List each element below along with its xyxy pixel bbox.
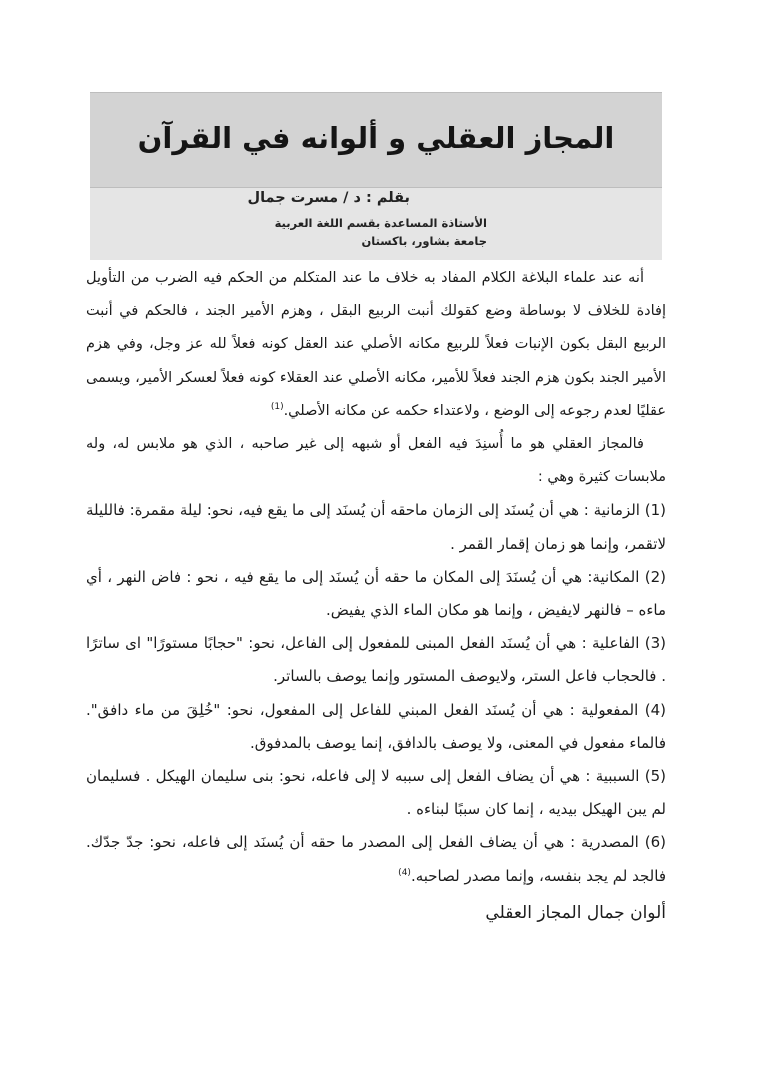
list-item <box>86 760 666 826</box>
title-banner <box>90 92 662 188</box>
list-item-text: (4) المفعولية : هي أن يُسنَد الفعل المبني للفاعل إلى المفعول، نحو: "خُلِقَ من ماء دافق". فالماء مفعول في المعنى، ولا يوصف بالدافق، إنما يوصف بالمدفوق. <box>86 700 666 752</box>
list-item <box>86 627 666 693</box>
list-item-text: (2) المكانية: هي أن يُسنَدَ إلى المكان ما حقه أن يُسنَد إلى ما يقع فيه ، نحو : فاض النهر ، أي ماءه – فالنهر لايفيض ، وإنما هو مكان الماء الذي يفيض. <box>86 567 666 620</box>
list-item-text: (6) المصدرية : هي أن يضاف الفعل إلى المصدر ما حقه أن يُسنَد إلى فاعله، نحو: جدّ جدّك. فالجد لم يجد بنفسه، وإنما مصدر لصاحبه. <box>86 833 666 885</box>
list-item <box>86 494 666 560</box>
paragraph: فالمجاز العقلي هو ما أُسنِدَ فيه الفعل أو شبهه إلى غير صاحبه ، الذي هو ملابس له، وله ملابسات كثيرة وهي : <box>86 436 666 486</box>
list-item <box>86 694 666 760</box>
paragraph-text: أنه عند علماء البلاغة الكلام المفاد به خلاف ما عند المتكلم من الحكم فيه الضرب من التأويل إفادة للخلاف لا بوساطة وضع كقولك أنبت الربيع البقل ، وهزم الأمير الجند ، فالحكم في أنبت الربيع البقل بكون الإنبات فعلاً للربيع مكانه الأصلي عند العقل كونه فعلاً لله عز وجل، وفي هزم الأمير الجند بكون هزم الجند فعلاً للأمير، مكانه الأصلي عند العقلاء كونه فعلاً لعسكر الأمير، ويسمى عقليًا لعدم رجوعه إلى الوضع ، ولاعتداء حكمه عن مكانه الأصلي. <box>86 270 666 419</box>
author-position: الأستاذة المساعدة بقسم اللغة العربية <box>274 216 487 230</box>
list-item-text: (1) الزمانية : هي أن يُسنَد إلى الزمان ماحقه أن يُسنَد إلى ما يقع فيه، نحو: ليلة مقمرة: فالليلة لاتقمر، وإنما هو زمان إقمار القمر . <box>86 501 666 553</box>
author-banner <box>90 188 662 260</box>
article-body <box>86 262 666 933</box>
footnote-marker: (4) <box>398 867 411 878</box>
paragraph <box>86 262 666 428</box>
list-item-text: (3) الفاعلية : هي أن يُسنَد الفعل المبنى للمفعول إلى الفاعل، نحو: "حجابًا مستورًا" اى ساترًا . فالحجاب فاعل الستر، ولايوصف المستور وإنما يوصف بالساتر. <box>86 634 666 686</box>
author-affiliation: جامعة بشاور، باكستان <box>361 234 487 248</box>
section-subheading: ألوان جمال المجاز العقلي <box>485 902 666 923</box>
list-item-text: (5) السببية : هي أن يضاف الفعل إلى سببه لا إلى فاعله، نحو: بنى سليمان الهيكل . فسليمان لم يبن الهيكل بيديه ، إنما كان سببًا لبناءه . <box>86 767 666 819</box>
footnote-marker: (1) <box>270 401 284 412</box>
list-item <box>86 826 666 892</box>
list-item <box>86 561 666 627</box>
author-name: بقلم : د / مسرت جمال <box>247 190 410 206</box>
page-title: المجاز العقلي و ألوانه في القرآن <box>137 121 615 155</box>
